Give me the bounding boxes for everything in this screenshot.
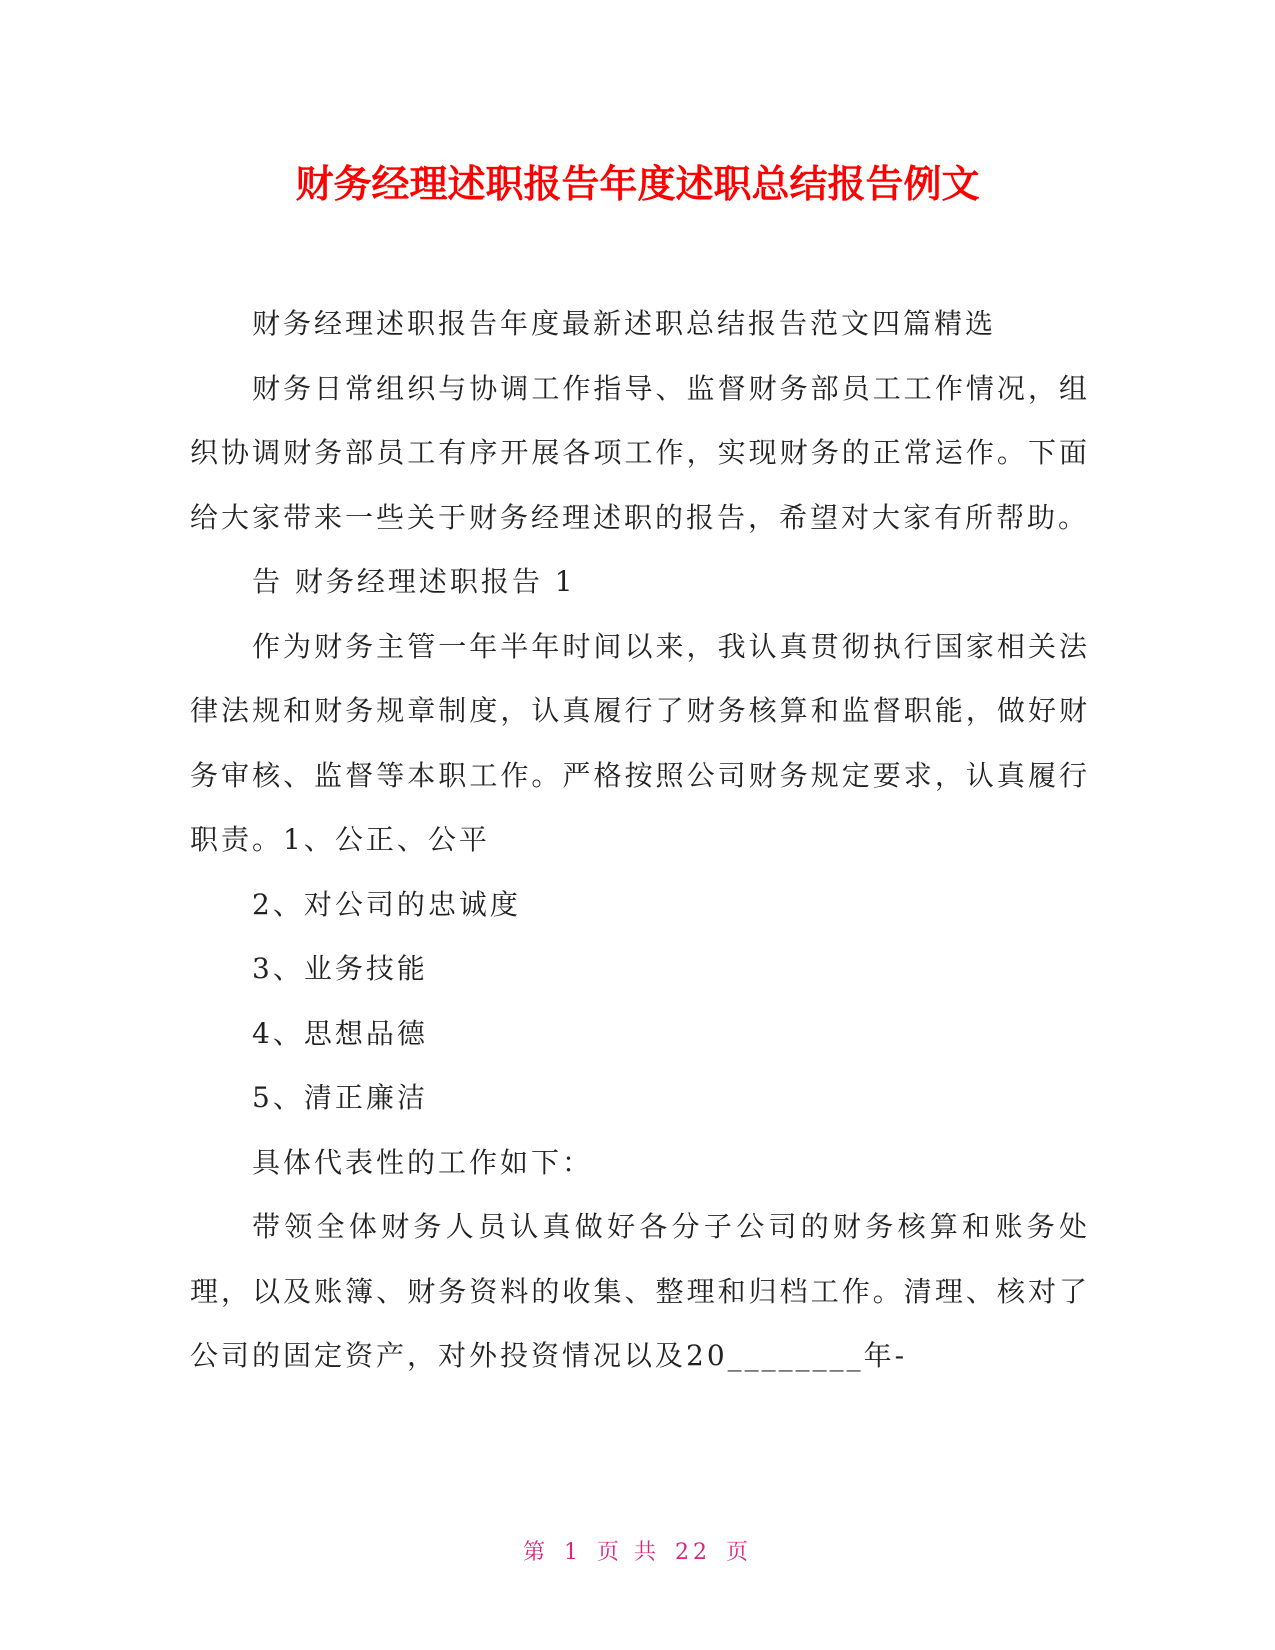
list-item-3: 3、业务技能 [252, 952, 428, 985]
paragraph-body-2: 带领全体财务人员认真做好各分子公司的财务核算和账务处理，以及账簿、财务资料的收集、整理和归档工作。清理、核对了公司的固定资产，对外投资情况以及20________年- [190, 1210, 1090, 1372]
list-item-5: 5、清正廉洁 [252, 1081, 428, 1114]
footer-page-total: 22 [675, 1540, 711, 1565]
paragraph-section-heading: 告 财务经理述职报告 1 [252, 565, 576, 598]
paragraph-work-intro: 具体代表性的工作如下： [252, 1145, 594, 1179]
footer-suffix: 页 [726, 1540, 753, 1565]
paragraph-summary: 财务日常组织与协调工作指导、监督财务部员工工作情况，组织协调财务部员工有序开展各项工作，实现财务的正常运作。下面给大家带来一些关于财务经理述职的报告，希望对大家有所帮助。 [190, 371, 1090, 534]
list-item-4: 4、思想品德 [252, 1016, 428, 1050]
page-footer [0, 1535, 1275, 1566]
paragraph-intro-heading: 财务经理述职报告年度最新述职总结报告范文四篇精选 [252, 307, 997, 340]
document-title: 财务经理述职报告年度述职总结报告例文 [295, 162, 980, 206]
footer-page-number: 1 [564, 1540, 582, 1565]
footer-mid: 页 共 [597, 1540, 660, 1565]
footer-prefix: 第 [522, 1540, 549, 1565]
document-body [190, 292, 1090, 1389]
list-item-2: 2、对公司的忠诚度 [252, 887, 521, 921]
paragraph-body-1: 作为财务主管一年半年时间以来，我认真贯彻执行国家相关法律法规和财务规章制度，认真履行了财务核算和监督职能，做好财务审核、监督等本职工作。严格按照公司财务规定要求，认真履行职责。1、公正、公平 [190, 629, 1090, 856]
